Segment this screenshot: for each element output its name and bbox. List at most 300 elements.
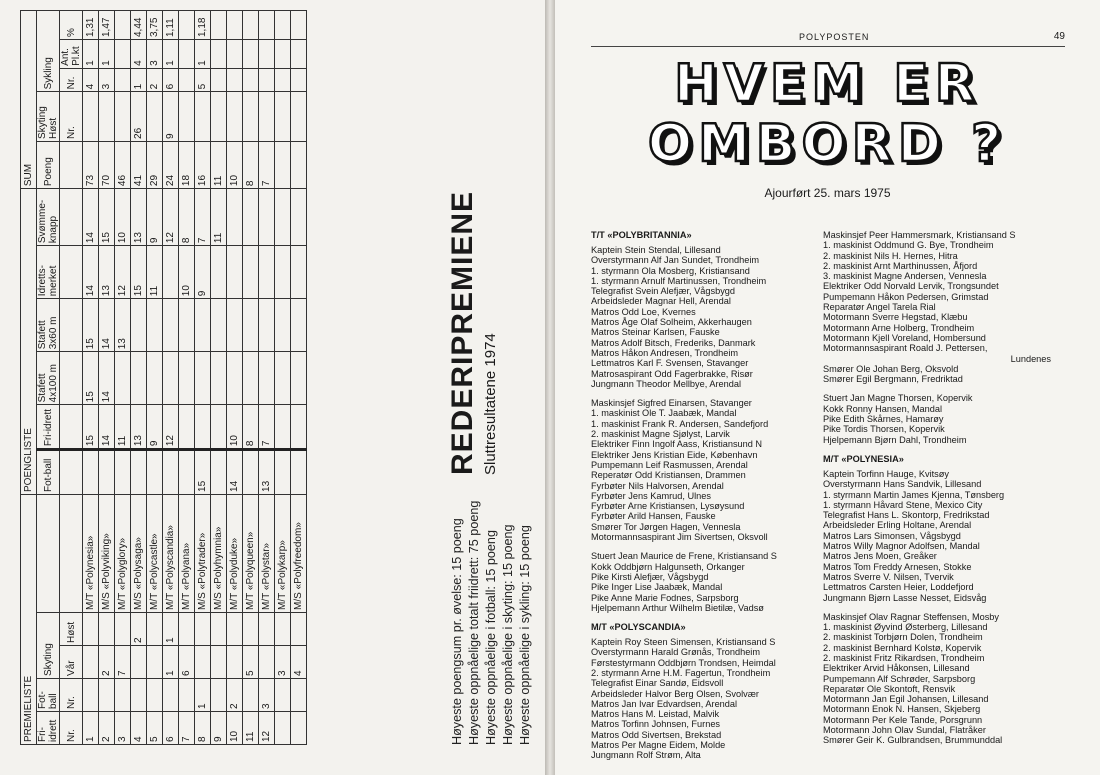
crew-member: Jungmann Bjørn Lasse Nesset, Eidsvåg (823, 592, 987, 603)
cell-ship: M/T «Polynesia» (83, 494, 99, 612)
sum-header: SUM (21, 11, 37, 189)
cell-s4 (131, 352, 147, 405)
crew-member: Matros Per Magne Eidem, Molde (591, 740, 726, 751)
cell-ship: M/T «Polystar» (259, 494, 275, 612)
crew-member: Telegrafist Hans L. Skontorp, Fredrikstad (823, 510, 990, 521)
cell-po: 41 (131, 141, 147, 188)
cell-pf (83, 450, 99, 495)
cell-sh (291, 612, 307, 645)
cell-id (211, 246, 227, 299)
crew-member: Motormann Jan Egil Johansen, Lillesand (823, 694, 989, 705)
cell-ship: M/T «Polyduke» (227, 494, 243, 612)
sub-host: Høst (60, 612, 83, 645)
table-row (291, 11, 307, 745)
cell-pl (291, 711, 307, 744)
cell-sypct: 1,31 (83, 11, 99, 40)
cell-pf (115, 450, 131, 495)
cell-po: 10 (227, 141, 243, 188)
cell-sv: 6 (179, 645, 195, 678)
sub-blank (60, 450, 83, 495)
crew-member: Motormannsaspirant Jim Sivertsen, Oksvoll (591, 532, 768, 543)
crew-member: Matros Håkon Andresen, Trondheim (591, 347, 739, 358)
crew-member: Fyrbøter Jens Kamrud, Ulnes (591, 490, 711, 501)
cell-s4 (259, 352, 275, 405)
cell-sv: 3 (275, 645, 291, 678)
table-row (115, 11, 131, 745)
crew-member: Smører Egil Bergmann, Fredriktad (823, 374, 963, 385)
cell-id (243, 246, 259, 299)
results-title: REDERIPREMIENE (446, 190, 479, 475)
cell-sypct (243, 11, 259, 40)
table-row (211, 11, 227, 745)
crew-member: Kaptein Roy Steen Simensen, Kristiansand S (591, 637, 776, 648)
cell-ship: M/T «Polyscandia» (163, 494, 179, 612)
cell-skn (147, 92, 163, 142)
table-row (83, 11, 99, 745)
cell-s3 (211, 299, 227, 352)
cell-ship: M/T «Polycastle» (147, 494, 163, 612)
crew-member: Matros Adolf Bitsch, Frederiks, Danmark (591, 337, 756, 348)
crew-member: Matros Odd Loe, Kvernes (591, 306, 696, 317)
crew-member: Reperatør Odd Kristiansen, Drammen (591, 470, 746, 481)
cell-skn (99, 92, 115, 142)
magazine-name: POLYPOSTEN (799, 32, 870, 42)
ship-section (591, 230, 823, 613)
cell-pfri: 8 (243, 405, 259, 450)
col-friidrett: Fri-idrett (37, 711, 60, 744)
cell-skn (179, 92, 195, 142)
cell-synr: 1 (131, 68, 147, 92)
crew-member: Matros Sverre V. Nilsen, Tvervik (823, 571, 954, 582)
crew-member: Telegrafist Svein Alefjær, Vågsbygd (591, 286, 736, 297)
cell-sv: 4 (291, 645, 307, 678)
crew-member: Overstyrmann Harald Grønås, Trondheim (591, 647, 761, 658)
cell-sypct (179, 11, 195, 40)
cell-pf: 15 (195, 450, 211, 495)
cell-s3 (131, 299, 147, 352)
page-header (591, 32, 1065, 47)
crew-member: Arbeidsleder Halvor Berg Olsen, Svolvær (591, 688, 759, 699)
cell-pl: 7 (179, 711, 195, 744)
crew-list (823, 469, 1055, 603)
cell-syant (291, 40, 307, 69)
crew-member: Matros Tom Freddy Arnesen, Stokke (823, 561, 972, 572)
cell-po (275, 141, 291, 188)
book-gutter (545, 0, 555, 775)
cell-sypct (211, 11, 227, 40)
crew-member: Kokk Oddbjørn Halgunseth, Orkanger (591, 561, 745, 572)
cell-po: 18 (179, 141, 195, 188)
crew-member: Pumpemann Leif Rasmussen, Arendal (591, 459, 748, 470)
ship-section (823, 454, 1055, 746)
crew-member: Matrosaspirant Odd Fagerbrakke, Risør (591, 368, 753, 379)
updated-date: Ajourført 25. mars 1975 (764, 186, 891, 200)
cell-synr: 2 (147, 68, 163, 92)
cell-pl: 3 (115, 711, 131, 744)
sub-nr: Nr. (60, 678, 83, 711)
cell-fb (179, 678, 195, 711)
crew-member: Kaptein Torfinn Hauge, Kvitsøy (823, 468, 949, 479)
cell-sypct: 1,11 (163, 11, 179, 40)
crew-member: Matros Steinar Karlsen, Fauske (591, 327, 720, 338)
cell-fb (115, 678, 131, 711)
crew-member: Førstestyrmann Oddbjørn Trondsen, Heimdal (591, 657, 776, 668)
cell-pf: 14 (227, 450, 243, 495)
crew-member: Matros Odd Sivertsen, Brekstad (591, 729, 722, 740)
col-poeng: Poeng (37, 141, 60, 188)
crew-member: Motormann John Olav Sundal, Flatråker (823, 725, 986, 736)
crew-member: Pike Inger Lise Jaabæk, Mandal (591, 582, 723, 593)
cell-pfri: 15 (83, 405, 99, 450)
col-poeng-friidrett: Fri-idrett (37, 405, 60, 450)
sub-nr: Nr. (60, 68, 83, 92)
cell-syant (211, 40, 227, 69)
cell-sv (83, 645, 99, 678)
cell-s3: 15 (83, 299, 99, 352)
cell-sh (83, 612, 99, 645)
crew-member: Pike Anne Marie Fodnes, Sarpsborg (591, 592, 739, 603)
crew-member: Matros Torfinn Johnsen, Furnes (591, 719, 721, 730)
crew-member: Matros Jan Ivar Edvardsen, Arendal (591, 698, 738, 709)
rotated-results-page (0, 0, 545, 775)
cell-sypct (259, 11, 275, 40)
cell-fb (275, 678, 291, 711)
crew-member: Elektriker Arvid Håkonsen, Lillesand (823, 663, 970, 674)
cell-fb (131, 678, 147, 711)
cell-sk: 8 (179, 189, 195, 246)
cell-pl (275, 711, 291, 744)
crew-member: Motormann Kjell Voreland, Hombersund (823, 332, 986, 343)
crew-member: Jungmann Theodor Mellbye, Arendal (591, 378, 741, 389)
table-row (163, 11, 179, 745)
cell-syant: 1 (83, 40, 99, 69)
cell-fb (83, 678, 99, 711)
cell-sk (259, 189, 275, 246)
cell-s3 (227, 299, 243, 352)
crew-member: Matros Willy Magnor Adolfsen, Mandal (823, 541, 980, 552)
crew-member: 2. maskinist Bernhard Kolstø, Kopervik (823, 642, 982, 653)
cell-sypct: 4,44 (131, 11, 147, 40)
table-row (243, 11, 259, 745)
crew-column-1 (591, 230, 823, 770)
cell-syant (275, 40, 291, 69)
cell-id (275, 246, 291, 299)
cell-syant: 1 (163, 40, 179, 69)
cell-fb (291, 678, 307, 711)
cell-skn (195, 92, 211, 142)
cell-synr (115, 68, 131, 92)
cell-sv (131, 645, 147, 678)
cell-po: 29 (147, 141, 163, 188)
cell-syant (243, 40, 259, 69)
cell-pfri (179, 405, 195, 450)
crew-member: Telegrafist Einar Sandø, Eidsvoll (591, 678, 724, 689)
cell-sv: 7 (115, 645, 131, 678)
crew-member: 1. styrmann Håvard Stene, Mexico City (823, 499, 983, 510)
sub-blank (60, 405, 83, 450)
cell-sv (259, 645, 275, 678)
cell-sk: 14 (83, 189, 99, 246)
rule-line: Høyeste oppnåelige i fotball: 15 poeng (484, 530, 498, 745)
crew-member: Fyrbøter Arild Hansen, Fauske (591, 511, 716, 522)
cell-sk: 13 (131, 189, 147, 246)
col-idrettsmerket: Idretts-merket (37, 246, 60, 299)
cell-sypct (227, 11, 243, 40)
crew-member: Stuert Jean Maurice de Frene, Kristiansand S (591, 551, 777, 562)
col-skyting-host: Skyting Høst (37, 92, 60, 142)
cell-s3: 14 (99, 299, 115, 352)
cell-fb: 2 (227, 678, 243, 711)
cell-sypct (275, 11, 291, 40)
cell-skn (275, 92, 291, 142)
cell-fb (147, 678, 163, 711)
crew-list (591, 245, 823, 389)
cell-synr (227, 68, 243, 92)
cell-syant: 1 (99, 40, 115, 69)
cell-synr (179, 68, 195, 92)
sub-ant: Ant. Pl.kt (60, 40, 83, 69)
rule-line: Høyeste oppnåelige totalt friidrett: 75 poeng (467, 500, 481, 745)
crew-member: Reparatør Angel Tarela Rial (823, 302, 936, 313)
results-heading (447, 191, 501, 475)
cell-po: 16 (195, 141, 211, 188)
cell-s3 (163, 299, 179, 352)
crew-member: Elektriker Odd Norvald Lervik, Trongsundet (823, 281, 999, 292)
crew-member: 1. maskinist Oddmund G. Bye, Trondheim (823, 240, 994, 251)
ship-section (591, 622, 823, 761)
crew-member: Kokk Ronny Hansen, Mandal (823, 403, 942, 414)
cell-po: 11 (211, 141, 227, 188)
cell-sk: 11 (211, 189, 227, 246)
cell-id: 9 (195, 246, 211, 299)
crew-list (591, 551, 823, 613)
cell-po: 70 (99, 141, 115, 188)
cell-s4: 15 (83, 352, 99, 405)
cell-syant: 3 (147, 40, 163, 69)
cell-pf (243, 450, 259, 495)
cell-pfri (291, 405, 307, 450)
crew-member: Maskinsjef Peer Hammersmark, Kristiansand S (823, 230, 1016, 240)
cell-pfri (195, 405, 211, 450)
sub-nr: Nr. (60, 711, 83, 744)
crew-member: Smører Geir K. Gulbrandsen, Brummunddal (823, 735, 1003, 746)
cell-pl: 5 (147, 711, 163, 744)
right-page (555, 0, 1100, 775)
results-table (20, 10, 307, 745)
sub-blank (60, 299, 83, 352)
cell-pfri (275, 405, 291, 450)
cell-syant: 1 (195, 40, 211, 69)
crew-member: 1. styrmann Ola Mosberg, Kristiansand (591, 265, 750, 276)
cell-syant (179, 40, 195, 69)
cell-skn: 9 (163, 92, 179, 142)
cell-s3 (195, 299, 211, 352)
crew-column-2 (823, 230, 1055, 755)
cell-pfri: 13 (131, 405, 147, 450)
cell-sk: 15 (99, 189, 115, 246)
headline-line-2: OMBORD ? (647, 114, 1008, 174)
cell-pf (147, 450, 163, 495)
crew-member: Hjelpemann Bjørn Dahl, Trondheim (823, 434, 967, 445)
cell-po: 24 (163, 141, 179, 188)
table-row (131, 11, 147, 745)
col-stafett-3x60: Stafett 3x60 m (37, 299, 60, 352)
cell-sypct (115, 11, 131, 40)
col-ship-blank (37, 494, 60, 612)
cell-synr: 4 (83, 68, 99, 92)
crew-member: Kaptein Stein Stendal, Lillesand (591, 245, 721, 255)
crew-member: 2. maskinist Fritz Rikardsen, Trondheim (823, 652, 985, 663)
table-row (195, 11, 211, 745)
crew-member: Motormann Enok N. Hansen, Skjeberg (823, 704, 981, 715)
cell-sv (147, 645, 163, 678)
cell-pl: 6 (163, 711, 179, 744)
cell-fb (163, 678, 179, 711)
cell-sv (227, 645, 243, 678)
cell-sk: 7 (195, 189, 211, 246)
table-row (275, 11, 291, 745)
cell-ship: M/T «Polyqueen» (243, 494, 259, 612)
cell-pl: 9 (211, 711, 227, 744)
crew-member: Smører Ole Johan Berg, Oksvold (823, 363, 959, 374)
crew-member: 2. maskinist Arnt Marthinussen, Åfjord (823, 260, 978, 271)
cell-skn: 26 (131, 92, 147, 142)
sub-blank (60, 189, 83, 246)
crew-member: Motormann Per Kele Tande, Porsgrunn (823, 714, 983, 725)
col-stafett-4x100: Stafett 4x100 m (37, 352, 60, 405)
crew-member: 2. styrmann Arne H.M. Fagertun, Trondheim (591, 667, 771, 678)
crew-member: 2. maskinist Torbjørn Dolen, Trondheim (823, 632, 983, 643)
cell-pfri: 9 (147, 405, 163, 450)
cell-sh (227, 612, 243, 645)
cell-s4 (115, 352, 131, 405)
cell-s4 (179, 352, 195, 405)
cell-sh: 1 (163, 612, 179, 645)
cell-sv: 2 (99, 645, 115, 678)
cell-pf (99, 450, 115, 495)
cell-syant: 4 (131, 40, 147, 69)
cell-syant (259, 40, 275, 69)
col-skyting: Skyting (37, 612, 60, 678)
cell-po: 73 (83, 141, 99, 188)
sub-blank (60, 246, 83, 299)
crew-member: 1. maskinist Frank R. Andersen, Sandefjord (591, 418, 769, 429)
cell-ship: M/S «Polysaga» (131, 494, 147, 612)
crew-member: 1. styrmann Arnulf Martinussen, Trondheim (591, 275, 767, 286)
crew-list (591, 637, 823, 761)
crew-member: Pike Edith Skårnes, Hamarøy (823, 414, 944, 425)
cell-sh (99, 612, 115, 645)
cell-sypct: 3,75 (147, 11, 163, 40)
cell-pfri: 11 (115, 405, 131, 450)
crew-member: 2. maskinist Nils H. Hernes, Hitra (823, 250, 958, 261)
crew-member: Stuert Jan Magne Thorsen, Kopervik (823, 393, 973, 404)
cell-pf (179, 450, 195, 495)
cell-skn (115, 92, 131, 142)
cell-synr: 5 (195, 68, 211, 92)
crew-member: Motormann Sverre Hegstad, Klæbu (823, 312, 968, 323)
crew-list (823, 393, 1055, 444)
cell-id: 12 (115, 246, 131, 299)
cell-id: 15 (131, 246, 147, 299)
cell-sh (147, 612, 163, 645)
cell-s4 (227, 352, 243, 405)
crew-member: Arbeidsleder Magnar Hell, Arendal (591, 296, 731, 307)
crew-member: 1. maskinist Ole T. Jaabæk, Mandal (591, 408, 737, 419)
cell-pl: 10 (227, 711, 243, 744)
table-row (99, 11, 115, 745)
cell-ship: M/T «Polyglory» (115, 494, 131, 612)
cell-id (163, 246, 179, 299)
cell-id: 11 (147, 246, 163, 299)
table-row (179, 11, 195, 745)
crew-member: Fyrbøter Nils Halvorsen, Arendal (591, 480, 724, 491)
cell-s4 (211, 352, 227, 405)
cell-pl: 11 (243, 711, 259, 744)
crew-member: 1. styrmann Martin James Kjenna, Tønsberg (823, 489, 1005, 500)
rule-line: Høyeste oppnåelige i skyting: 15 poeng (501, 524, 515, 745)
cell-po: 7 (259, 141, 275, 188)
crew-member-continuation: Lundenes (1010, 353, 1051, 364)
crew-member: Elektriker Finn Ingolf Aass, Kristiansund N (591, 439, 763, 450)
sub-nr: Nr. (60, 92, 83, 142)
cell-pf: 13 (259, 450, 275, 495)
cell-ship: M/S «Polytrader» (195, 494, 211, 612)
cell-syant (115, 40, 131, 69)
crew-member: Fyrbøter Arne Kristiansen, Lysøysund (591, 501, 745, 512)
poengliste-header: POENGLISTE (21, 189, 37, 495)
crew-member: Matros Hans M. Leistad, Malvik (591, 709, 720, 720)
cell-pfri (211, 405, 227, 450)
left-page (0, 0, 545, 775)
crew-member: 3. maskinist Magne Andersen, Vennesla (823, 271, 987, 282)
sub-blank (60, 494, 83, 612)
cell-s3 (275, 299, 291, 352)
cell-synr (275, 68, 291, 92)
crew-member: Smører Tor Jørgen Hagen, Vennesla (591, 521, 741, 532)
cell-ship: M/T «Polykarp» (275, 494, 291, 612)
crew-list (823, 364, 1055, 385)
cell-s4: 14 (99, 352, 115, 405)
sub-var: Vår (60, 645, 83, 678)
rule-line: Høyeste oppnåelige i sykling: 15 poeng (518, 525, 532, 745)
cell-skn (259, 92, 275, 142)
table-row (147, 11, 163, 745)
cell-id: 10 (179, 246, 195, 299)
cell-s4 (147, 352, 163, 405)
cell-pfri: 12 (163, 405, 179, 450)
cell-sv (195, 645, 211, 678)
cell-id: 13 (99, 246, 115, 299)
cell-pl: 1 (83, 711, 99, 744)
crew-member: Matros Åge Olaf Solheim, Akkerhaugen (591, 317, 752, 328)
cell-po (291, 141, 307, 188)
cell-syant (227, 40, 243, 69)
crew-member: 1. maskinist Øyvind Østerberg, Lillesand (823, 622, 988, 633)
cell-ship: M/T «Polyana» (179, 494, 195, 612)
results-table-body (83, 11, 307, 745)
cell-synr (259, 68, 275, 92)
crew-member: Hjelpemann Arthur Wilhelm Bietilæ, Vadsø (591, 602, 764, 613)
scoring-rules (449, 501, 534, 745)
cell-sh (211, 612, 227, 645)
cell-pf (275, 450, 291, 495)
cell-id: 14 (83, 246, 99, 299)
crew-member: Arbeidsleder Erling Holtane, Arendal (823, 520, 972, 531)
cell-po: 46 (115, 141, 131, 188)
crew-list (823, 230, 1055, 364)
crew-member: Jungmann Rolf Strøm, Alta (591, 750, 701, 761)
